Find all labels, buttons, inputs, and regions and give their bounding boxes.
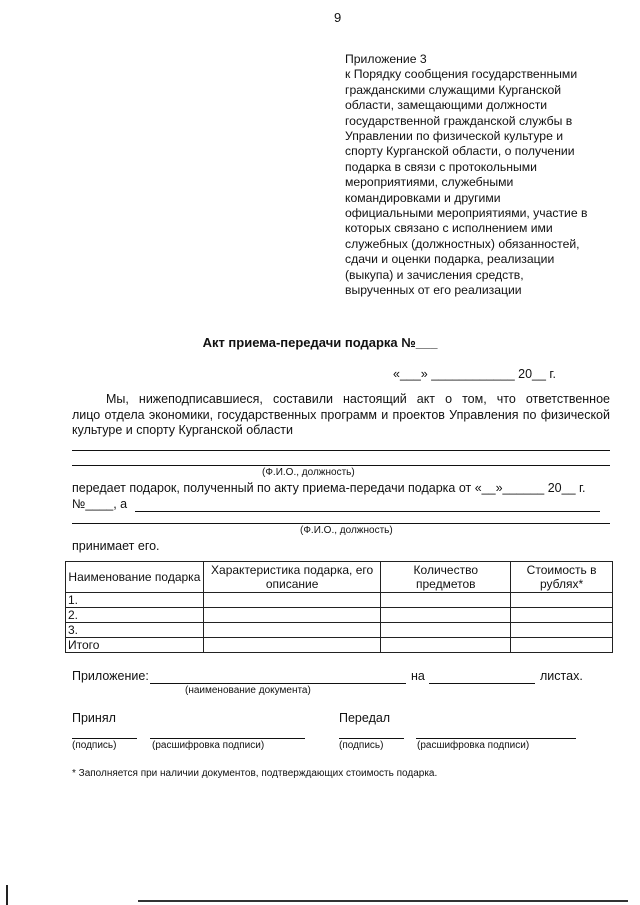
appendix-line: государственной гражданской службы в bbox=[345, 113, 573, 128]
appendix-line: к Порядку сообщения государственными bbox=[345, 67, 578, 82]
fill-line bbox=[429, 683, 535, 684]
row-label: Итого bbox=[66, 638, 204, 653]
caption-signature-decode: (расшифровка подписи) bbox=[417, 740, 530, 751]
appendix-line: спорту Курганской области, о получении bbox=[345, 144, 575, 159]
header-description: Характеристика подарка, его описание bbox=[203, 562, 381, 593]
caption-signature-decode: (расшифровка подписи) bbox=[152, 740, 265, 751]
gift-table bbox=[65, 561, 613, 653]
table-cell bbox=[203, 593, 381, 608]
appendix-line: вырученных от его реализации bbox=[345, 283, 522, 298]
scan-bottom-line bbox=[138, 900, 628, 902]
table-cell bbox=[381, 638, 511, 653]
fill-line bbox=[72, 523, 610, 524]
appendix-line: (выкупа) и зачисления средств, bbox=[345, 267, 524, 282]
appendix-line: Управлении по физической культуре и bbox=[345, 129, 564, 144]
appendix-line: гражданскими служащими Курганской bbox=[345, 82, 562, 97]
scan-mark bbox=[6, 885, 8, 905]
table-header-row bbox=[66, 562, 613, 593]
appendix-line: которых связано с исполнением ими bbox=[345, 221, 553, 236]
appendix-line: области, замещающими должности bbox=[345, 98, 548, 113]
date-line: «___» ____________ 20__ г. bbox=[393, 367, 556, 381]
table-cell bbox=[381, 623, 511, 638]
page-number: 9 bbox=[334, 10, 342, 25]
attachment-label: Приложение: bbox=[72, 669, 149, 683]
table-cell bbox=[511, 608, 613, 623]
signature-line bbox=[150, 738, 305, 739]
caption-fio-giver: (Ф.И.О., должность) bbox=[262, 467, 355, 478]
row-label: 2. bbox=[66, 608, 204, 623]
row-label: 1. bbox=[66, 593, 204, 608]
transfer-number-line: №____, а bbox=[72, 497, 128, 511]
header-name: Наименование подарка bbox=[66, 562, 204, 593]
caption-signature: (подпись) bbox=[72, 740, 117, 751]
table-cell bbox=[381, 593, 511, 608]
appendix-line: подарка в связи с протокольными bbox=[345, 159, 537, 174]
table-cell bbox=[381, 608, 511, 623]
accepts-text: принимает его. bbox=[72, 539, 160, 553]
intro-line-2: лицо отдела экономики, государственных программ и проектов Управления по физической культуре и спорту Курганской области bbox=[72, 407, 610, 437]
caption-signature: (подпись) bbox=[339, 740, 384, 751]
attachment-sheets: листах. bbox=[540, 669, 583, 683]
intro-line-1: Мы, нижеподписавшиеся, составили настоящий акт о том, что ответственное bbox=[106, 392, 610, 406]
transfer-line: передает подарок, полученный по акту приема-передачи подарка от «__»______ 20__ г. bbox=[72, 481, 586, 495]
signature-line bbox=[339, 738, 404, 739]
signature-line bbox=[72, 738, 137, 739]
intro-paragraph bbox=[72, 392, 610, 439]
handed-label: Передал bbox=[339, 711, 391, 725]
table-cell bbox=[203, 638, 381, 653]
fill-line bbox=[72, 450, 610, 451]
appendix-header bbox=[345, 52, 610, 299]
appendix-line: командировками и другими bbox=[345, 190, 501, 205]
fill-line bbox=[150, 683, 406, 684]
caption-document-name: (наименование документа) bbox=[185, 685, 311, 696]
table-cell bbox=[511, 623, 613, 638]
fill-line bbox=[72, 465, 610, 466]
attachment-on: на bbox=[411, 669, 425, 683]
signature-line bbox=[416, 738, 576, 739]
header-quantity: Количество предметов bbox=[381, 562, 511, 593]
appendix-line: официальными мероприятиями, участие в bbox=[345, 206, 588, 221]
appendix-line: сдачи и оценки подарка, реализации bbox=[345, 252, 555, 267]
table-row bbox=[66, 608, 613, 623]
table-row bbox=[66, 593, 613, 608]
table-cell bbox=[203, 608, 381, 623]
table-row bbox=[66, 623, 613, 638]
fill-line bbox=[135, 511, 600, 512]
appendix-line: мероприятиями, служебными bbox=[345, 175, 514, 190]
header-cost: Стоимость в рублях* bbox=[511, 562, 613, 593]
caption-fio-receiver: (Ф.И.О., должность) bbox=[300, 525, 393, 536]
footnote: * Заполняется при наличии документов, подтверждающих стоимость подарка. bbox=[72, 768, 438, 779]
table-row-total bbox=[66, 638, 613, 653]
appendix-line: служебных (должностных) обязанностей, bbox=[345, 236, 580, 251]
row-label: 3. bbox=[66, 623, 204, 638]
accepted-label: Принял bbox=[72, 711, 116, 725]
document-title: Акт приема-передачи подарка №___ bbox=[202, 335, 438, 350]
appendix-line: Приложение 3 bbox=[345, 52, 427, 66]
table-cell bbox=[203, 623, 381, 638]
table-cell bbox=[511, 593, 613, 608]
table-cell bbox=[511, 638, 613, 653]
